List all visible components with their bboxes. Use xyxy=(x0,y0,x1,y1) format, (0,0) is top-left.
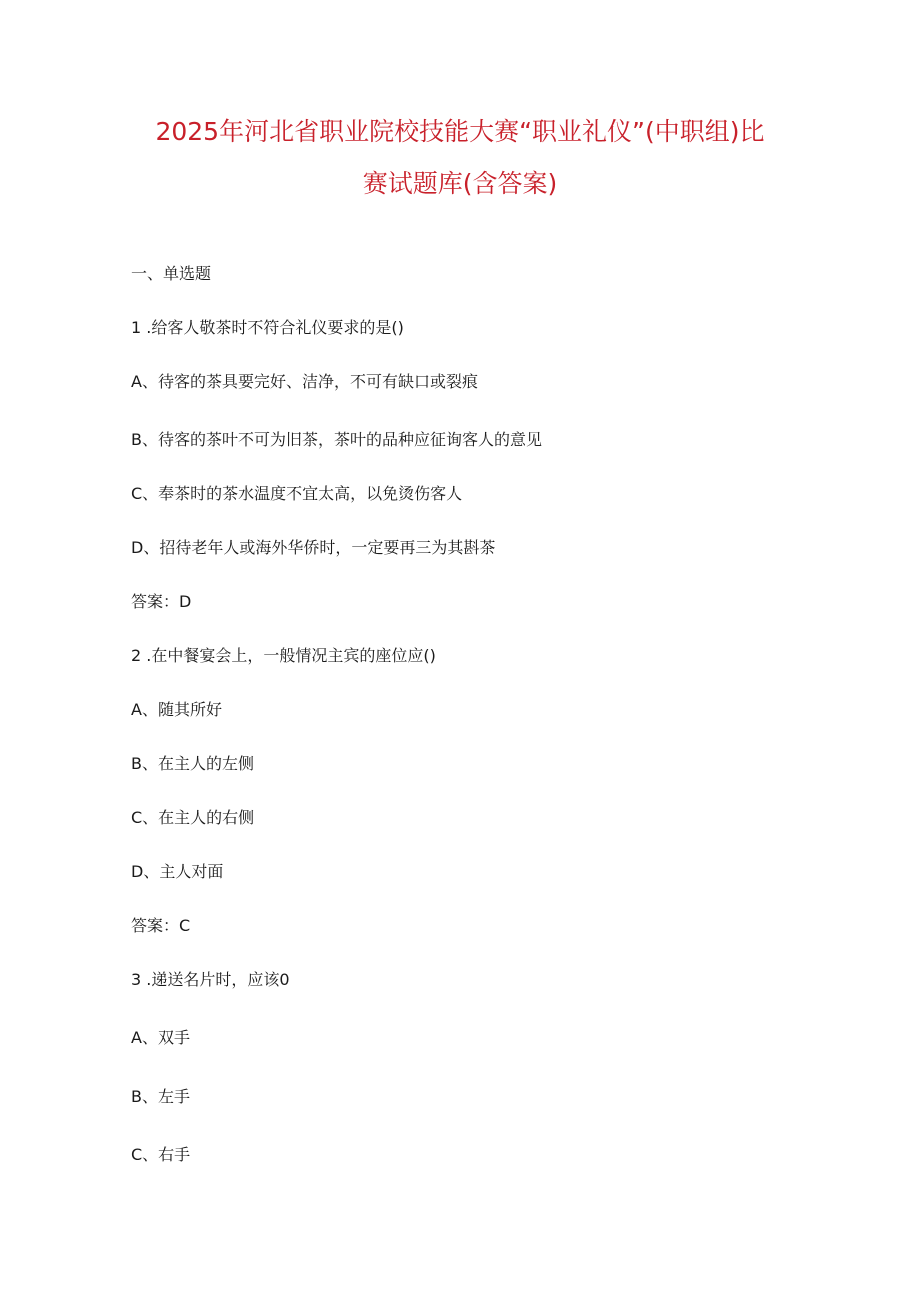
question-3-option-b: B、左手 xyxy=(131,1087,190,1106)
question-1-option-c: C、奉茶时的茶水温度不宜太高，以免烫伤客人 xyxy=(131,484,463,503)
question-2-option-d: D、主人对面 xyxy=(131,862,224,881)
question-1-option-a: A、待客的茶具要完好、洁净，不可有缺口或裂痕 xyxy=(131,372,478,391)
question-3-option-c: C、右手 xyxy=(131,1145,191,1164)
question-3-stem: 3 .递送名片时，应该0 xyxy=(131,970,290,989)
question-1-option-b: B、待客的茶叶不可为旧茶，茶叶的品种应征询客人的意见 xyxy=(131,430,542,449)
question-2-answer: 答案：C xyxy=(131,916,191,935)
question-2-option-b: B、在主人的左侧 xyxy=(131,754,254,773)
question-2-option-c: C、在主人的右侧 xyxy=(131,808,255,827)
question-2-option-a: A、随其所好 xyxy=(131,700,222,719)
document-title-line-2: 赛试题库(含答案) xyxy=(362,169,558,198)
document-title-line-1: 2025年河北省职业院校技能大赛“职业礼仪”(中职组)比 xyxy=(155,117,765,146)
question-1-answer: 答案：D xyxy=(131,592,192,611)
question-1-stem: 1 .给客人敬茶时不符合礼仪要求的是() xyxy=(131,318,404,337)
question-2-stem: 2 .在中餐宴会上，一般情况主宾的座位应() xyxy=(131,646,436,665)
section-heading: 一、单选题 xyxy=(131,264,212,283)
question-3-option-a: A、双手 xyxy=(131,1028,190,1047)
question-1-option-d: D、招待老年人或海外华侨时，一定要再三为其斟茶 xyxy=(131,538,496,557)
